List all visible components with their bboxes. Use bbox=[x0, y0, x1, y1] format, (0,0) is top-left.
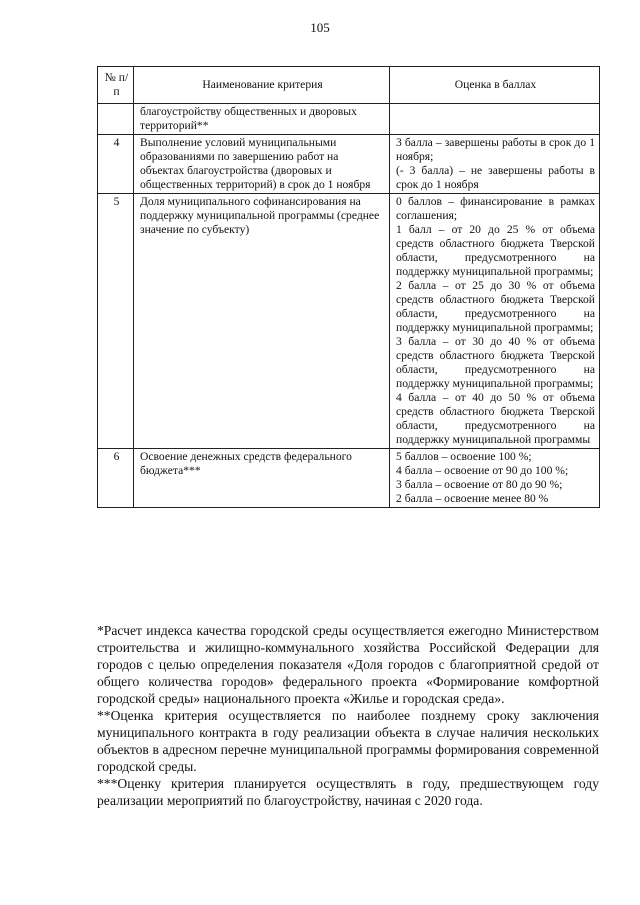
row-number: 6 bbox=[98, 449, 134, 508]
footnote-1: *Расчет индекса качества городской среды осуществляется ежегодно Министерством строительства и жилищно-коммунального хозяйства Российской Федерации для городов с целью определения показателя «Доля городов с благоприятной средой от общего количества городов» федерального проекта «Формирование комфортной городской среды» национального проекта «Жилье и городская среда». bbox=[97, 623, 599, 706]
table-row bbox=[98, 104, 600, 135]
header-number: № п/п bbox=[98, 67, 134, 104]
score-line: (- 3 балла) – не завершены работы в срок до 1 ноября bbox=[396, 164, 595, 191]
row-number: 5 bbox=[98, 194, 134, 449]
criterion-name: Доля муниципального софинансирования на поддержку муниципальной программы (среднее значение по субъекту) bbox=[134, 194, 390, 449]
row-number: 4 bbox=[98, 135, 134, 194]
table-row bbox=[98, 135, 600, 194]
score-cell bbox=[390, 449, 600, 508]
score-line: 4 балла – от 40 до 50 % от объема средств областного бюджета Тверской области, предусмотренного на поддержку муниципальной программы bbox=[396, 391, 595, 446]
score-line: 2 балла – освоение менее 80 % bbox=[396, 492, 549, 505]
table-row bbox=[98, 449, 600, 508]
criterion-name: Освоение денежных средств федерального бюджета*** bbox=[134, 449, 390, 508]
score-line: 0 баллов – финансирование в рамках соглашения; bbox=[396, 195, 595, 222]
footnote-3: ***Оценку критерия планируется осуществлять в году, предшествующем году реализации мероприятий по благоустройству, начиная с 2020 года. bbox=[97, 776, 599, 808]
score-cell bbox=[390, 104, 600, 135]
score-line: 3 балла – освоение от 80 до 90 %; bbox=[396, 478, 563, 491]
score-line: 3 балла – завершены работы в срок до 1 ноября; bbox=[396, 136, 595, 163]
row-number bbox=[98, 104, 134, 135]
criterion-name: благоустройству общественных и дворовых территорий** bbox=[134, 104, 390, 135]
table-header-row bbox=[98, 67, 600, 104]
score-cell bbox=[390, 194, 600, 449]
score-line: 3 балла – от 30 до 40 % от объема средств областного бюджета Тверской области, предусмотренного на поддержку муниципальной программы; bbox=[396, 335, 595, 390]
header-criterion-name: Наименование критерия bbox=[134, 67, 390, 104]
score-cell bbox=[390, 135, 600, 194]
page-number: 105 bbox=[310, 20, 330, 35]
footnote-2: **Оценка критерия осуществляется по наиболее позднему сроку заключения муниципального контракта в году реализации объекта в случае наличия нескольких объектов в адресном перечне муниципальной программы формирования современной городской среды. bbox=[97, 708, 599, 774]
criteria-table bbox=[97, 66, 600, 508]
header-score: Оценка в баллах bbox=[390, 67, 600, 104]
criterion-name: Выполнение условий муниципальными образованиями по завершению работ на объектах благоустройства (дворовых и общественных территорий) в срок до 1 ноября bbox=[134, 135, 390, 194]
score-line: 4 балла – освоение от 90 до 100 %; bbox=[396, 464, 569, 477]
score-line: 2 балла – от 25 до 30 % от объема средств областного бюджета Тверской области, предусмотренного на поддержку муниципальной программы; bbox=[396, 279, 595, 334]
footnotes bbox=[97, 622, 599, 809]
score-line: 1 балл – от 20 до 25 % от объема средств областного бюджета Тверской области, предусмотренного на поддержку муниципальной программы; bbox=[396, 223, 595, 278]
score-line: 5 баллов – освоение 100 %; bbox=[396, 450, 532, 463]
table-row bbox=[98, 194, 600, 449]
